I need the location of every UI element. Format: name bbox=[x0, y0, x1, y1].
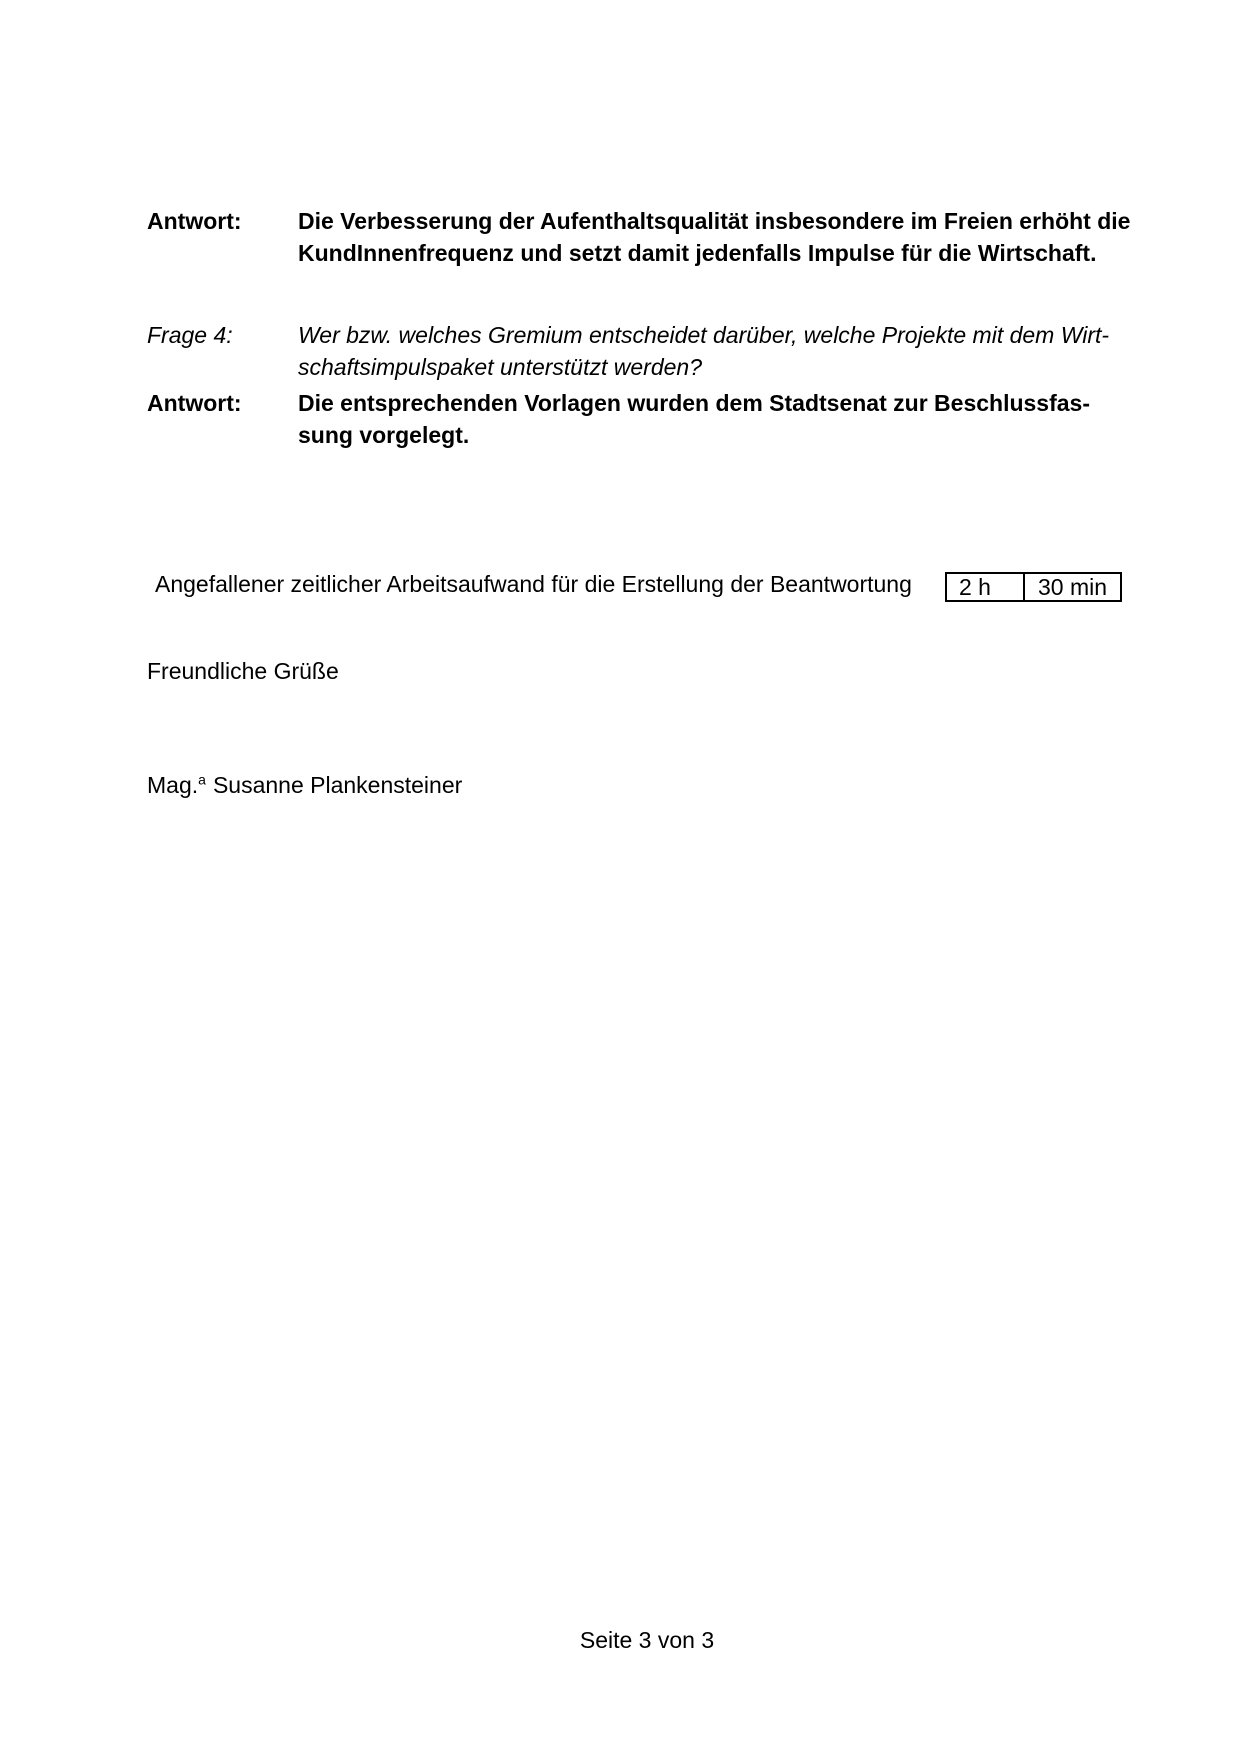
qa-block-answer-1 bbox=[147, 205, 1131, 269]
question-text-line: schaftsimpulspaket unterstützt werden? bbox=[298, 354, 702, 380]
signature-title-sup: a bbox=[198, 771, 206, 788]
answer-text bbox=[298, 387, 1128, 451]
signature-line bbox=[147, 769, 462, 801]
signature-title: Mag. bbox=[147, 772, 199, 798]
effort-hours-cell: 2 h bbox=[947, 574, 1025, 600]
answer-label: Antwort: bbox=[147, 390, 242, 416]
question-text bbox=[298, 319, 1128, 383]
question-label: Frage 4: bbox=[147, 322, 233, 348]
qa-block-answer-2 bbox=[147, 387, 1128, 451]
answer-text-line: sung vorgelegt. bbox=[298, 422, 470, 448]
question-text-line: Wer bzw. welches Gremium entscheidet darüber, welche Projekte mit dem Wirt- bbox=[298, 322, 1110, 348]
page-footer: Seite 3 von 3 bbox=[579, 1627, 715, 1653]
effort-time-table bbox=[945, 572, 1122, 602]
qa-block-question-4 bbox=[147, 319, 1128, 383]
answer-text bbox=[298, 205, 1131, 269]
answer-label: Antwort: bbox=[147, 208, 242, 234]
effort-minutes-cell: 30 min bbox=[1037, 574, 1108, 600]
signature-name: Susanne Plankensteiner bbox=[212, 772, 463, 798]
answer-text-line: Die entsprechenden Vorlagen wurden dem Stadtsenat zur Beschlussfas- bbox=[298, 390, 1090, 416]
closing-greeting: Freundliche Grüße bbox=[147, 658, 339, 684]
effort-label: Angefallener zeitlicher Arbeitsaufwand für die Erstellung der Beantwortung bbox=[155, 571, 912, 597]
answer-text-line: KundInnenfrequenz und setzt damit jedenfalls Impulse für die Wirtschaft. bbox=[298, 240, 1097, 266]
answer-text-line: Die Verbesserung der Aufenthaltsqualität insbesondere im Freien erhöht die bbox=[298, 208, 1131, 234]
